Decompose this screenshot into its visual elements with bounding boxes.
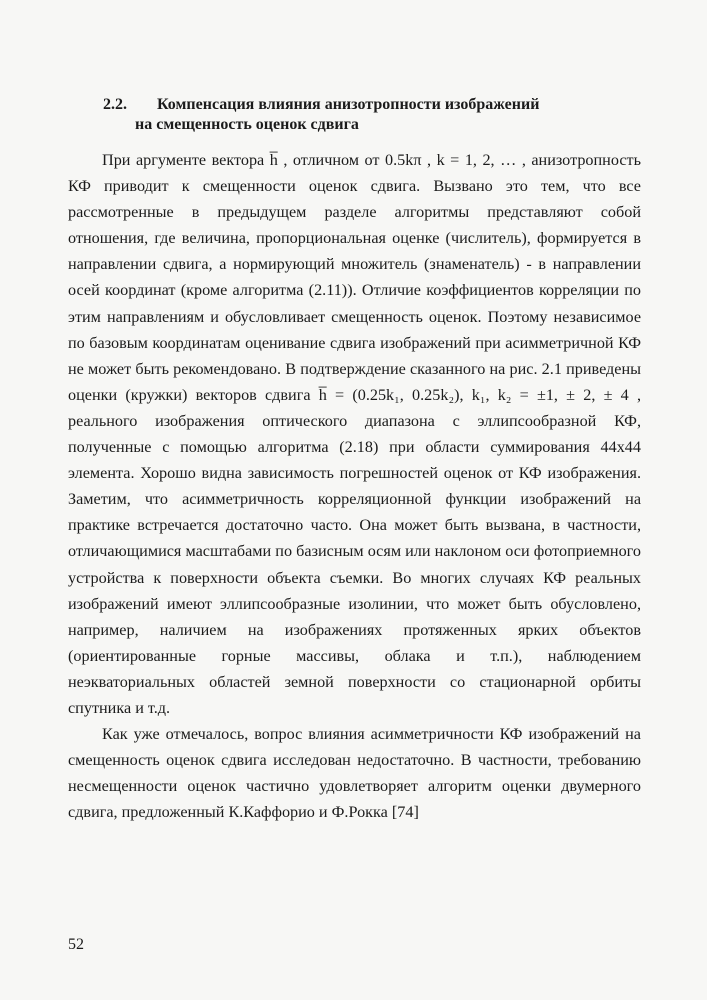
paragraph-1: При аргументе вектора h̅ , отличном от 0.5kπ , k = 1, 2, … , анизотропность КФ приводит к смещенности оценок сдвига. Вызвано это тем, что все рассмотренные в предыдущем разделе алгоритмы представляют собой отношения, где величина, пропорциональная оценке (числитель), формируется в направлении сдвига, а нормирующий множитель (знаменатель) - в направлении осей координат (кроме алгоритма (2.11)). Отличие коэффициентов корреляции по этим направлениям и обусловливает смещенность оценок. Поэтому независимое по базовым координатам оценивание сдвига изображений при асимметричной КФ не может быть рекомендовано. В подтверждение сказанного на рис. 2.1 приведены оценки (кружки) векторов сдвига h̅ = (0.25k₁, 0.25k₂), k₁, k₂ = ±1, ± 2, ± 4 , реального изображения оптического диапазона с эллипсообразной КФ, полученные с помощью алгоритма (2.18) при области суммирования 44x44 элемента. Хорошо видна зависимость погрешностей оценок от КФ изображения. Заметим, что асимметричность корреляционной функции изображений на практике встречается достаточно часто. Она может быть вызвана, в частности, отличающимися масштабами по базисным осям или наклоном оси фотоприемного устройства к поверхности объекта съемки. Во многих случаях КФ реальных изображений имеют эллипсообразные изолинии, что может быть обусловлено, например, наличием на изображениях протяженных ярких объектов (ориентированные горные массивы, облака и т.п.), наблюдением неэкваториальных областей земной поверхности со стационарной орбиты спутника и т.д.	[68, 151, 641, 717]
section-heading-line1	[103, 95, 663, 115]
paragraph-2: Как уже отмечалось, вопрос влияния асимметричности КФ изображений на смещенность оценок сдвига исследован недостаточно. В частности, требованию несмещенности оценок частично удовлетворяет алгоритм оценки двумерного сдвига, предложенный К.Каффорио и Ф.Рокка [74]	[68, 725, 641, 822]
section-number: 2.2.	[103, 96, 127, 113]
body-text	[68, 147, 641, 825]
section-heading	[103, 95, 663, 135]
page-number: 52	[68, 936, 84, 953]
section-title-line2: на смещенность оценок сдвига	[135, 116, 359, 133]
section-title-line1: Компенсация влияния анизотропности изображений	[157, 96, 540, 113]
